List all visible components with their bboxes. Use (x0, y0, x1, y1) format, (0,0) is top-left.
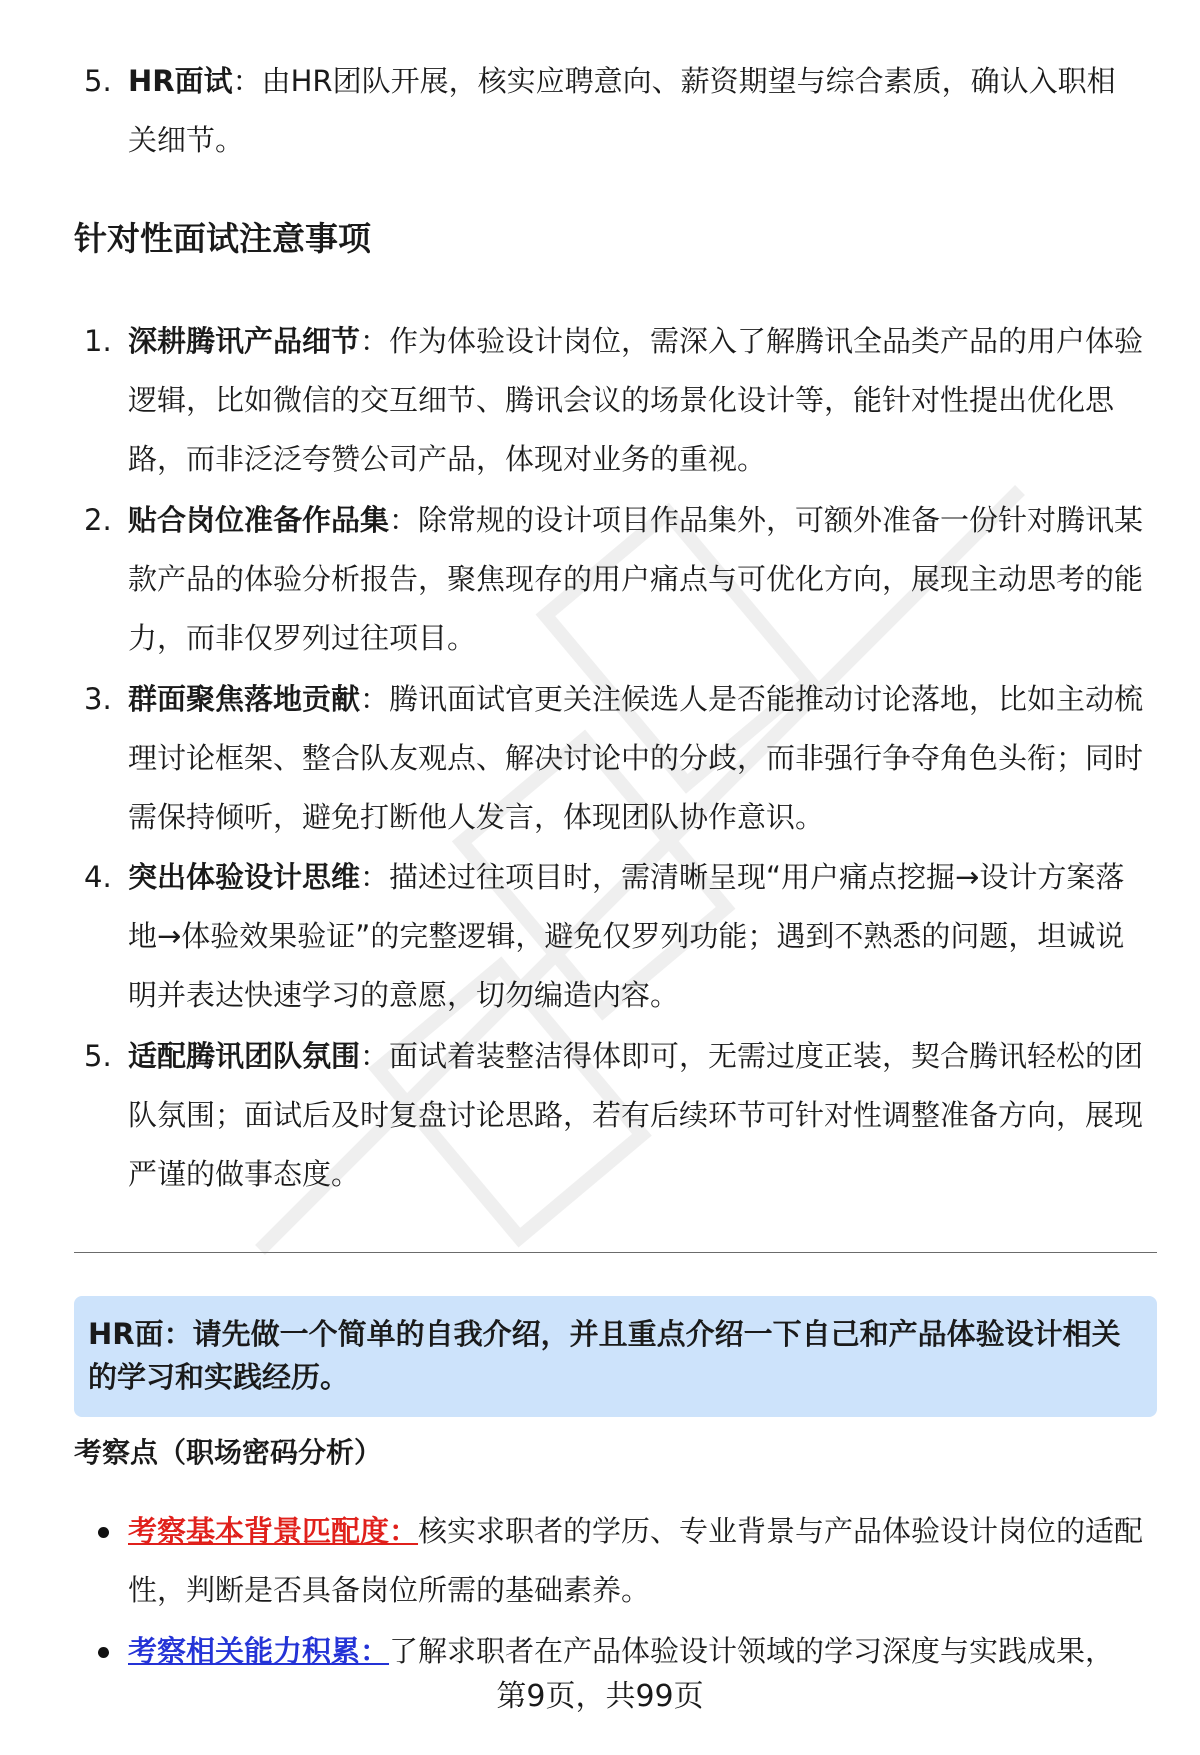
item-body: ：面试着装整洁得体即可，无需过度正装，契合腾讯轻松的团队氛围；面试后及时复盘讨论思路，若有后续环节可针对性调整准备方向，展现严谨的做事态度。 (128, 1039, 1144, 1191)
item-body: ：除常规的设计项目作品集外，可额外准备一份针对腾讯某款产品的体验分析报告，聚焦现存的用户痛点与可优化方向，展现主动思考的能力，而非仅罗列过往项目。 (128, 503, 1144, 655)
bullet-link[interactable]: 考察基本背景匹配度： (128, 1514, 419, 1548)
bullet-body: 了解求职者在产品体验设计领域的学习深度与实践成果， (389, 1634, 1115, 1668)
item-label: 适配腾讯团队氛围 (128, 1039, 361, 1073)
item-label: HR面试 (128, 64, 233, 98)
item-label: 贴合岗位准备作品集 (128, 503, 390, 537)
item-text (128, 1027, 1144, 1204)
item-body: ：作为体验设计岗位，需深入了解腾讯全品类产品的用户体验逻辑，比如微信的交互细节、腾讯会议的场景化设计等，能针对性提出优化思路，而非泛泛夸赞公司产品，体现对业务的重视。 (128, 324, 1144, 476)
item-body: ：由HR团队开展，核实应聘意向、薪资期望与综合素质，确认入职相关细节。 (128, 64, 1116, 157)
item-label: 深耕腾讯产品细节 (128, 324, 361, 358)
item-number: 5. (84, 64, 112, 98)
bullet-dot (98, 1647, 109, 1658)
item-label: 突出体验设计思维 (128, 860, 361, 894)
item-text (128, 52, 1144, 170)
question-text: HR面：请先做一个简单的自我介绍，并且重点介绍一下自己和产品体验设计相关的学习和实践经历。 (88, 1317, 1121, 1394)
divider (74, 1252, 1157, 1253)
item-text (128, 848, 1144, 1025)
item-body: ：描述过往项目时，需清晰呈现“用户痛点挖掘→设计方案落地→体验效果验证”的完整逻辑，避免仅罗列功能；遇到不熟悉的问题，坦诚说明并表达快速学习的意愿，切勿编造内容。 (128, 860, 1125, 1012)
subheading: 考察点（职场密码分析） (74, 1436, 383, 1469)
bullet-dot (98, 1527, 109, 1538)
bullet-text (128, 1502, 1144, 1620)
page-number: 第9页，共99页 (496, 1679, 704, 1714)
item-text (128, 491, 1144, 668)
item-number: 5. (84, 1039, 112, 1073)
item-number: 3. (84, 682, 112, 716)
item-label: 群面聚焦落地贡献 (128, 682, 361, 716)
bullet-link[interactable]: 考察相关能力积累： (128, 1634, 390, 1668)
item-number: 2. (84, 503, 112, 537)
bullet-body: 核实求职者的学历、专业背景与产品体验设计岗位的适配性，判断是否具备岗位所需的基础素养。 (128, 1514, 1144, 1607)
item-number: 1. (84, 324, 112, 358)
item-text (128, 312, 1144, 489)
question-callout (74, 1296, 1157, 1417)
item-text (128, 670, 1144, 847)
section-title: 针对性面试注意事项 (74, 219, 371, 258)
item-body: ：腾讯面试官更关注候选人是否能推动讨论落地，比如主动梳理讨论框架、整合队友观点、解决讨论中的分歧，而非强行争夺角色头衔；同时需保持倾听，避免打断他人发言，体现团队协作意识。 (128, 682, 1144, 834)
item-number: 4. (84, 860, 112, 894)
